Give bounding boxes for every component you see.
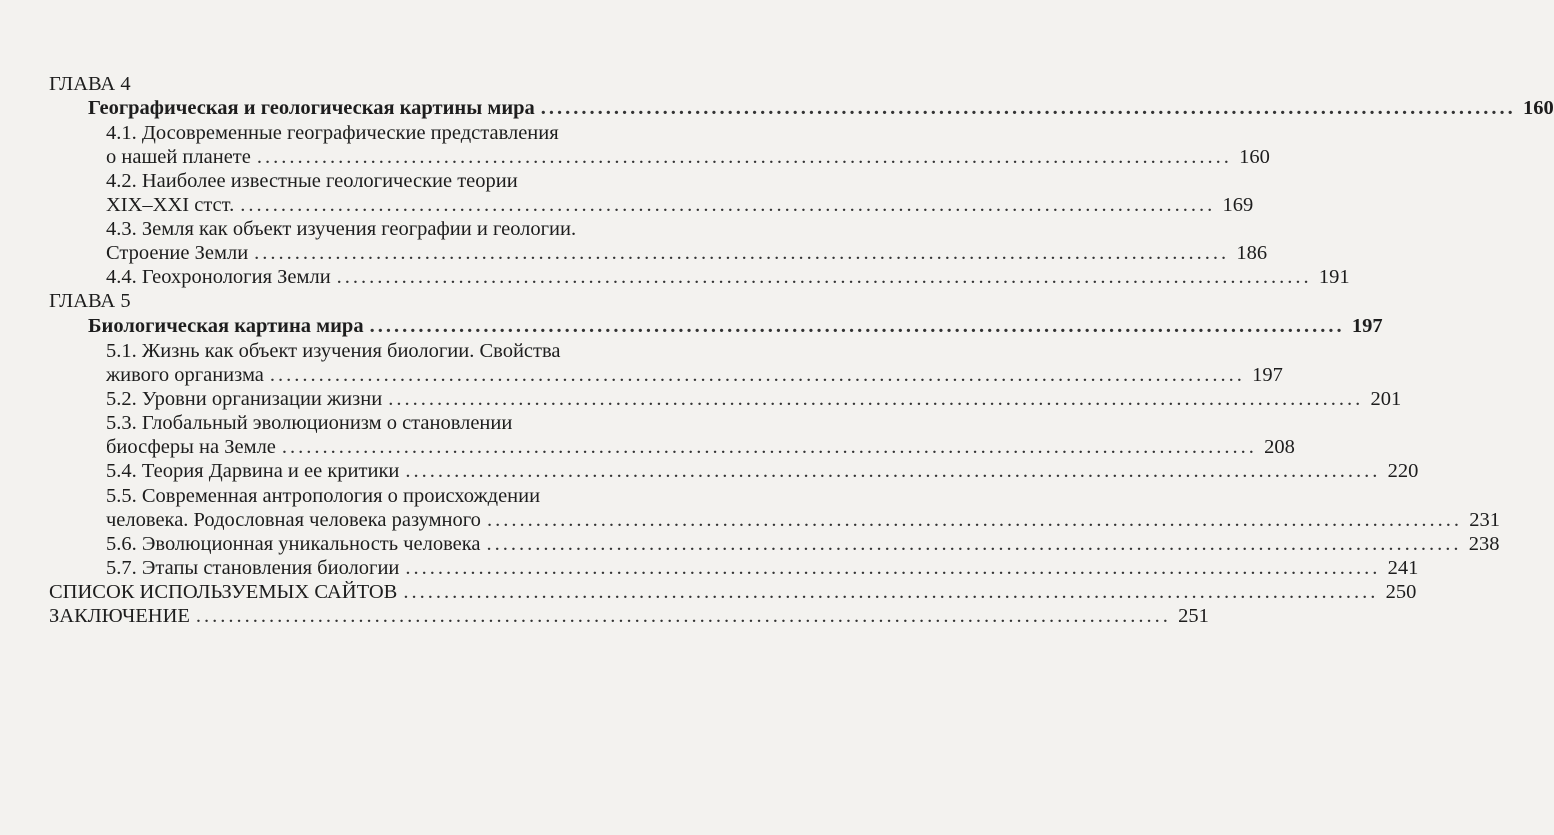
conclusion-row: [49, 604, 1209, 628]
section-5-6-title: 5.6. Эволюционная уникальность человека: [106, 533, 481, 555]
chapter-4-title: Географическая и геологическая картины мира: [88, 97, 535, 119]
section-4-1-line1: 4.1. Досовременные географические представления: [106, 122, 559, 144]
page-number: 186: [1236, 242, 1268, 264]
chapter-4-label: ГЛАВА 4: [49, 73, 131, 95]
leader-dots: ........................................................................................................................: [336, 266, 1312, 288]
leader-dots: ........................................................................................................................: [240, 194, 1216, 216]
section-5-2-title: 5.2. Уровни организации жизни: [106, 388, 383, 410]
chapter-5-title: Биологическая картина мира: [88, 315, 364, 337]
page-number: 191: [1318, 266, 1350, 288]
leader-dots: ........................................................................................................................: [540, 97, 1516, 119]
section-4-1-row: [106, 145, 1270, 169]
page-number: 160: [1523, 97, 1554, 119]
leader-dots: ........................................................................................................................: [486, 533, 1462, 555]
section-4-2-row: [106, 193, 1254, 217]
section-5-4-row: [106, 459, 1419, 483]
section-5-3-line2: биосферы на Земле: [106, 436, 276, 458]
leader-dots: ........................................................................................................................: [388, 388, 1364, 410]
section-5-5-line1: 5.5. Современная антропология о происхождении: [106, 485, 541, 507]
leader-dots: ........................................................................................................................: [403, 581, 1379, 603]
section-4-2-line2: XIX–XXI стст.: [106, 194, 235, 216]
leader-dots: ........................................................................................................................: [195, 605, 1171, 627]
section-5-1-line1: 5.1. Жизнь как объект изучения биологии. Свойства: [106, 340, 561, 362]
sites-row: [49, 580, 1417, 604]
section-5-1-row: [106, 363, 1283, 387]
leader-dots: ........................................................................................................................: [405, 460, 1381, 482]
leader-dots: ........................................................................................................................: [256, 146, 1232, 168]
section-5-3-row: [106, 435, 1295, 459]
leader-dots: ........................................................................................................................: [269, 364, 1245, 386]
section-5-4-title: 5.4. Теория Дарвина и ее критики: [106, 460, 400, 482]
page-number: 201: [1370, 388, 1402, 410]
section-5-3-line1: 5.3. Глобальный эволюционизм о становлении: [106, 412, 513, 434]
section-5-6-row: [106, 532, 1500, 556]
page-number: 197: [1252, 364, 1283, 386]
section-5-5-row: [106, 508, 1500, 532]
page-number: 231: [1469, 509, 1500, 531]
page-number: 220: [1387, 460, 1419, 482]
section-4-1-line2: о нашей планете: [106, 146, 251, 168]
chapter-5-title-row: [88, 314, 1383, 338]
section-5-5-line2: человека. Родословная человека разумного: [106, 509, 481, 531]
page-number: 160: [1239, 146, 1270, 168]
leader-dots: ........................................................................................................................: [254, 242, 1230, 264]
section-5-2-row: [106, 387, 1402, 411]
chapter-4-title-row: [88, 96, 1554, 120]
page-number: 197: [1351, 315, 1383, 337]
leader-dots: ........................................................................................................................: [486, 509, 1462, 531]
leader-dots: ........................................................................................................................: [369, 315, 1345, 337]
section-4-3-row: [106, 241, 1268, 265]
leader-dots: ........................................................................................................................: [405, 557, 1381, 579]
section-5-1-line2: живого организма: [106, 364, 264, 386]
section-4-4-row: [106, 265, 1350, 289]
chapter-5-label: ГЛАВА 5: [49, 290, 131, 312]
section-4-2-line1: 4.2. Наиболее известные геологические теории: [106, 170, 518, 192]
page-number: 251: [1178, 605, 1209, 627]
leader-dots: ........................................................................................................................: [281, 436, 1257, 458]
section-4-3-line2: Строение Земли: [106, 242, 249, 264]
page-number: 250: [1385, 581, 1417, 603]
section-5-7-title: 5.7. Этапы становления биологии: [106, 557, 400, 579]
page-number: 208: [1264, 436, 1295, 458]
page-number: 241: [1387, 557, 1419, 579]
section-5-7-row: [106, 556, 1419, 580]
sites-title: СПИСОК ИСПОЛЬЗУЕМЫХ САЙТОВ: [49, 581, 398, 603]
section-4-4-title: 4.4. Геохронология Земли: [106, 266, 331, 288]
page-number: 238: [1468, 533, 1500, 555]
conclusion-title: ЗАКЛЮЧЕНИЕ: [49, 605, 190, 627]
page-number: 169: [1222, 194, 1254, 216]
section-4-3-line1: 4.3. Земля как объект изучения географии и геологии.: [106, 218, 577, 240]
